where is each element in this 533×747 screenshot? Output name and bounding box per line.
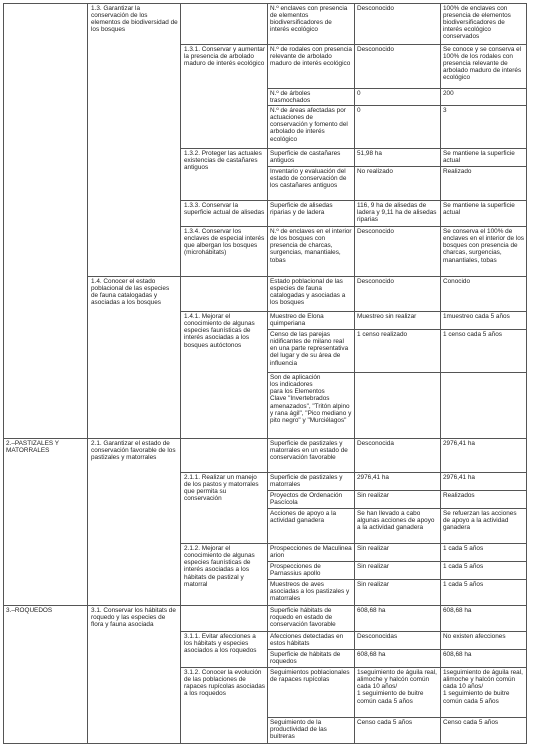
target-value-cell: 1 cada 5 años (441, 544, 527, 562)
indicator-cell: Censo de las parejas nidificantes de milano real en una parte representativa del lugar y de su área de influencia (268, 330, 355, 373)
target-value-cell: 200 (441, 89, 527, 106)
key-element-cell: 3.–ROQUEDOS (4, 606, 88, 744)
current-value-cell: Censo cada 5 años (355, 718, 441, 744)
current-value-cell: Desconocida (355, 439, 441, 473)
current-value-cell: Muestreo sin realizar (355, 312, 441, 330)
indicator-cell: N.º enclaves con presencia de elementos biodiversificadores de interés ecológico (268, 4, 355, 45)
indicator-cell: N.º de árboles trasmochados (268, 89, 355, 106)
table-row (4, 4, 527, 45)
indicator-cell: Inventario y evaluación del estado de conservación de los castañares antiguos (268, 167, 355, 201)
target-value-cell: 100% de enclaves con presencia de elementos biodiversificadores de interés ecológico conservados (441, 4, 527, 45)
key-element-cell: 2.–PASTIZALES Y MATORRALES (4, 439, 88, 606)
indicator-cell: Seguimiento de la productividad de las buitreras (268, 718, 355, 744)
target-value-cell: Realizado (441, 167, 527, 201)
current-value-cell: 1 censo realizado (355, 330, 441, 373)
indicator-cell: Superficie hábitats de roquedo en estado de conservación favorable (268, 606, 355, 632)
indicator-cell: Superficie de alisedas riparias y de ladera (268, 201, 355, 227)
indicator-cell: Estado poblacional de las especies de fauna catalogadas y asociadas a los bosques (268, 277, 355, 312)
target-value-cell: Se refuerzan las acciones de apoyo a la actividad ganadera (441, 509, 527, 544)
current-value-cell: Desconocidas (355, 632, 441, 650)
final-objective-cell: 3.1. Conservar los hábitats de roquedo y las especies de flora y fauna asociada (88, 606, 181, 744)
operational-objective-cell: 1.3.2. Proteger las actuales existencias de castañares antiguos (181, 149, 268, 201)
target-value-cell: Se conoce y se conserva el 100% de los rodales con presencia relevante de arbolado maduro de interés ecológico (441, 45, 527, 89)
indicator-cell: N.º de enclaves en el interior de los bosques con presencia de charcas, surgencias, manantiales, tobas (268, 227, 355, 277)
current-value-cell: 0 (355, 106, 441, 149)
value-line: 1 seguimiento de buitre común cada 5 años (357, 690, 424, 705)
indicator-cell: Acciones de apoyo a la actividad ganadera (268, 509, 355, 544)
value-line: 1seguimiento de águila real, alimoche y halcón común cada 10 años/ (357, 669, 437, 691)
operational-objective-cell: 1.3.3. Conservar la superficie actual de alisedas (181, 201, 268, 227)
indicator-cell (268, 373, 355, 439)
target-value-cell: 2976,41 ha (441, 473, 527, 491)
target-value-cell: No existen afecciones (441, 632, 527, 650)
target-value-cell: 1 cada 5 años (441, 580, 527, 606)
indicator-cell: Muestreos de aves asociadas a los pastizales y matorrales (268, 580, 355, 606)
target-value-cell: 608,68 ha (441, 650, 527, 668)
indicator-cell: Superficie de pastizales y matorrales en un estado de conservación favorable (268, 439, 355, 473)
key-element-cell (4, 4, 88, 439)
current-value-cell (355, 373, 441, 439)
current-value-cell: Sin realizar (355, 544, 441, 562)
indicator-cell: N.º de áreas afectadas por actuaciones de conservación y fomento del arbolado de interés ecológico (268, 106, 355, 149)
indicator-cell: Superficie de castañares antiguos (268, 149, 355, 167)
current-value-cell (355, 668, 441, 718)
indicator-cell: Afecciones detectadas en estos hábitats (268, 632, 355, 650)
indicator-cell: Superficie de pastizales y matorrales (268, 473, 355, 491)
target-value-cell: 2976,41 ha (441, 439, 527, 473)
target-value-cell: Conocido (441, 277, 527, 312)
target-value-cell: 1 censo cada 5 años (441, 330, 527, 373)
indicator-line: Son de aplicación (270, 374, 321, 382)
operational-objective-cell (181, 4, 268, 45)
current-value-cell: Sin realizar (355, 580, 441, 606)
operational-objective-cell (181, 439, 268, 473)
operational-objective-cell: 3.1.1. Evitar afecciones a los hábitats y especies asociados a los roquedos (181, 632, 268, 668)
target-value-cell: Se mantiene la superficie actual (441, 201, 527, 227)
target-value-cell: Realizados (441, 491, 527, 509)
current-value-cell: Desconocido (355, 45, 441, 89)
operational-objective-cell: 2.1.2. Mejorar el conocimiento de algunas especies faunísticas de interés asociadas a los hábitats de pastizal y matorral (181, 544, 268, 606)
indicator-cell: Seguimientos poblacionales de rapaces rupícolas (268, 668, 355, 718)
target-value-cell (441, 373, 527, 439)
indicator-line: para los Elementos (270, 388, 325, 396)
indicator-line: los indicadores (270, 381, 313, 389)
operational-objective-cell (181, 606, 268, 632)
final-objective-cell: 2.1. Garantizar el estado de conservación favorable de los pastizales y matorrales (88, 439, 181, 606)
indicator-cell: Proyectos de Ordenación Pascícola (268, 491, 355, 509)
indicator-cell: N.º de rodales con presencia relevante de arbolado maduro de interés ecológico (268, 45, 355, 89)
table-row (4, 606, 527, 632)
current-value-cell: 608,68 ha (355, 650, 441, 668)
target-value-cell: 1 cada 5 años (441, 562, 527, 580)
target-value-cell: 608,68 ha (441, 606, 527, 632)
current-value-cell: Sin realizar (355, 491, 441, 509)
target-value-cell: 3 (441, 106, 527, 149)
operational-objective-cell (181, 277, 268, 312)
current-value-cell: 116, 9 ha de alisedas de ladera y 9,11 ha de alisedas riparias (355, 201, 441, 227)
value-line: 1seguimiento de águila real, alimoche y halcón común cada 10 años/ (443, 669, 523, 691)
current-value-cell: Desconocido (355, 227, 441, 277)
current-value-cell: 2976,41 ha (355, 473, 441, 491)
operational-objective-cell: 1.4.1. Mejorar el conocimiento de algunas especies faunísticas de interés asociadas a los bosques autóctonos (181, 312, 268, 439)
final-objective-cell: 1.3. Garantizar la conservación de los elementos de biodiversidad de los bosques (88, 4, 181, 277)
current-value-cell: 608,68 ha (355, 606, 441, 632)
indicator-line: Clave "Invertebrados amenazados", "Tritón alpino y rana ágil", "Pico mediano y pito negro" y "Murciélagos" (270, 395, 352, 424)
indicator-cell: Superficie de hábitats de roquedos (268, 650, 355, 668)
indicator-cell: Muestreo de Elona quimperiana (268, 312, 355, 330)
current-value-cell: Se han llevado a cabo algunas acciones de apoyo a la actividad ganadera (355, 509, 441, 544)
target-value-cell: 1muestreo cada 5 años (441, 312, 527, 330)
current-value-cell: 51,98 ha (355, 149, 441, 167)
table-row (4, 439, 527, 473)
current-value-cell: No realizado (355, 167, 441, 201)
value-line: 1 seguimiento de buitre común cada 5 años (443, 690, 510, 705)
current-value-cell: Desconocido (355, 277, 441, 312)
operational-objective-cell: 2.1.1. Realizar un manejo de los pastos y matorrales que permita su conservación (181, 473, 268, 544)
indicator-cell: Prospecciones de Parnassius apollo (268, 562, 355, 580)
current-value-cell: Desconocido (355, 4, 441, 45)
target-value-cell (441, 668, 527, 718)
indicator-cell: Prospecciones de Maculinea arion (268, 544, 355, 562)
operational-objective-cell: 3.1.2. Conocer la evolución de las poblaciones de rapaces rupícolas asociadas a los roquedos (181, 668, 268, 744)
target-value-cell: Censo cada 5 años (441, 718, 527, 744)
target-value-cell: Se conserva el 100% de enclaves en el interior de los bosques con presencia de charcas, surgencias, manantiales, tobas (441, 227, 527, 277)
conservation-objectives-table (3, 3, 527, 744)
current-value-cell: 0 (355, 89, 441, 106)
target-value-cell: Se mantiene la superficie actual (441, 149, 527, 167)
operational-objective-cell: 1.3.1. Conservar y aumentar la presencia de arbolado maduro de interés ecológico (181, 45, 268, 149)
final-objective-cell: 1.4. Conocer el estado poblacional de las especies de fauna catalogadas y asociadas a los bosques (88, 277, 181, 439)
operational-objective-cell: 1.3.4. Conservar los enclaves de especial interés que albergan los bosques (microhábitats) (181, 227, 268, 277)
current-value-cell: Sin realizar (355, 562, 441, 580)
